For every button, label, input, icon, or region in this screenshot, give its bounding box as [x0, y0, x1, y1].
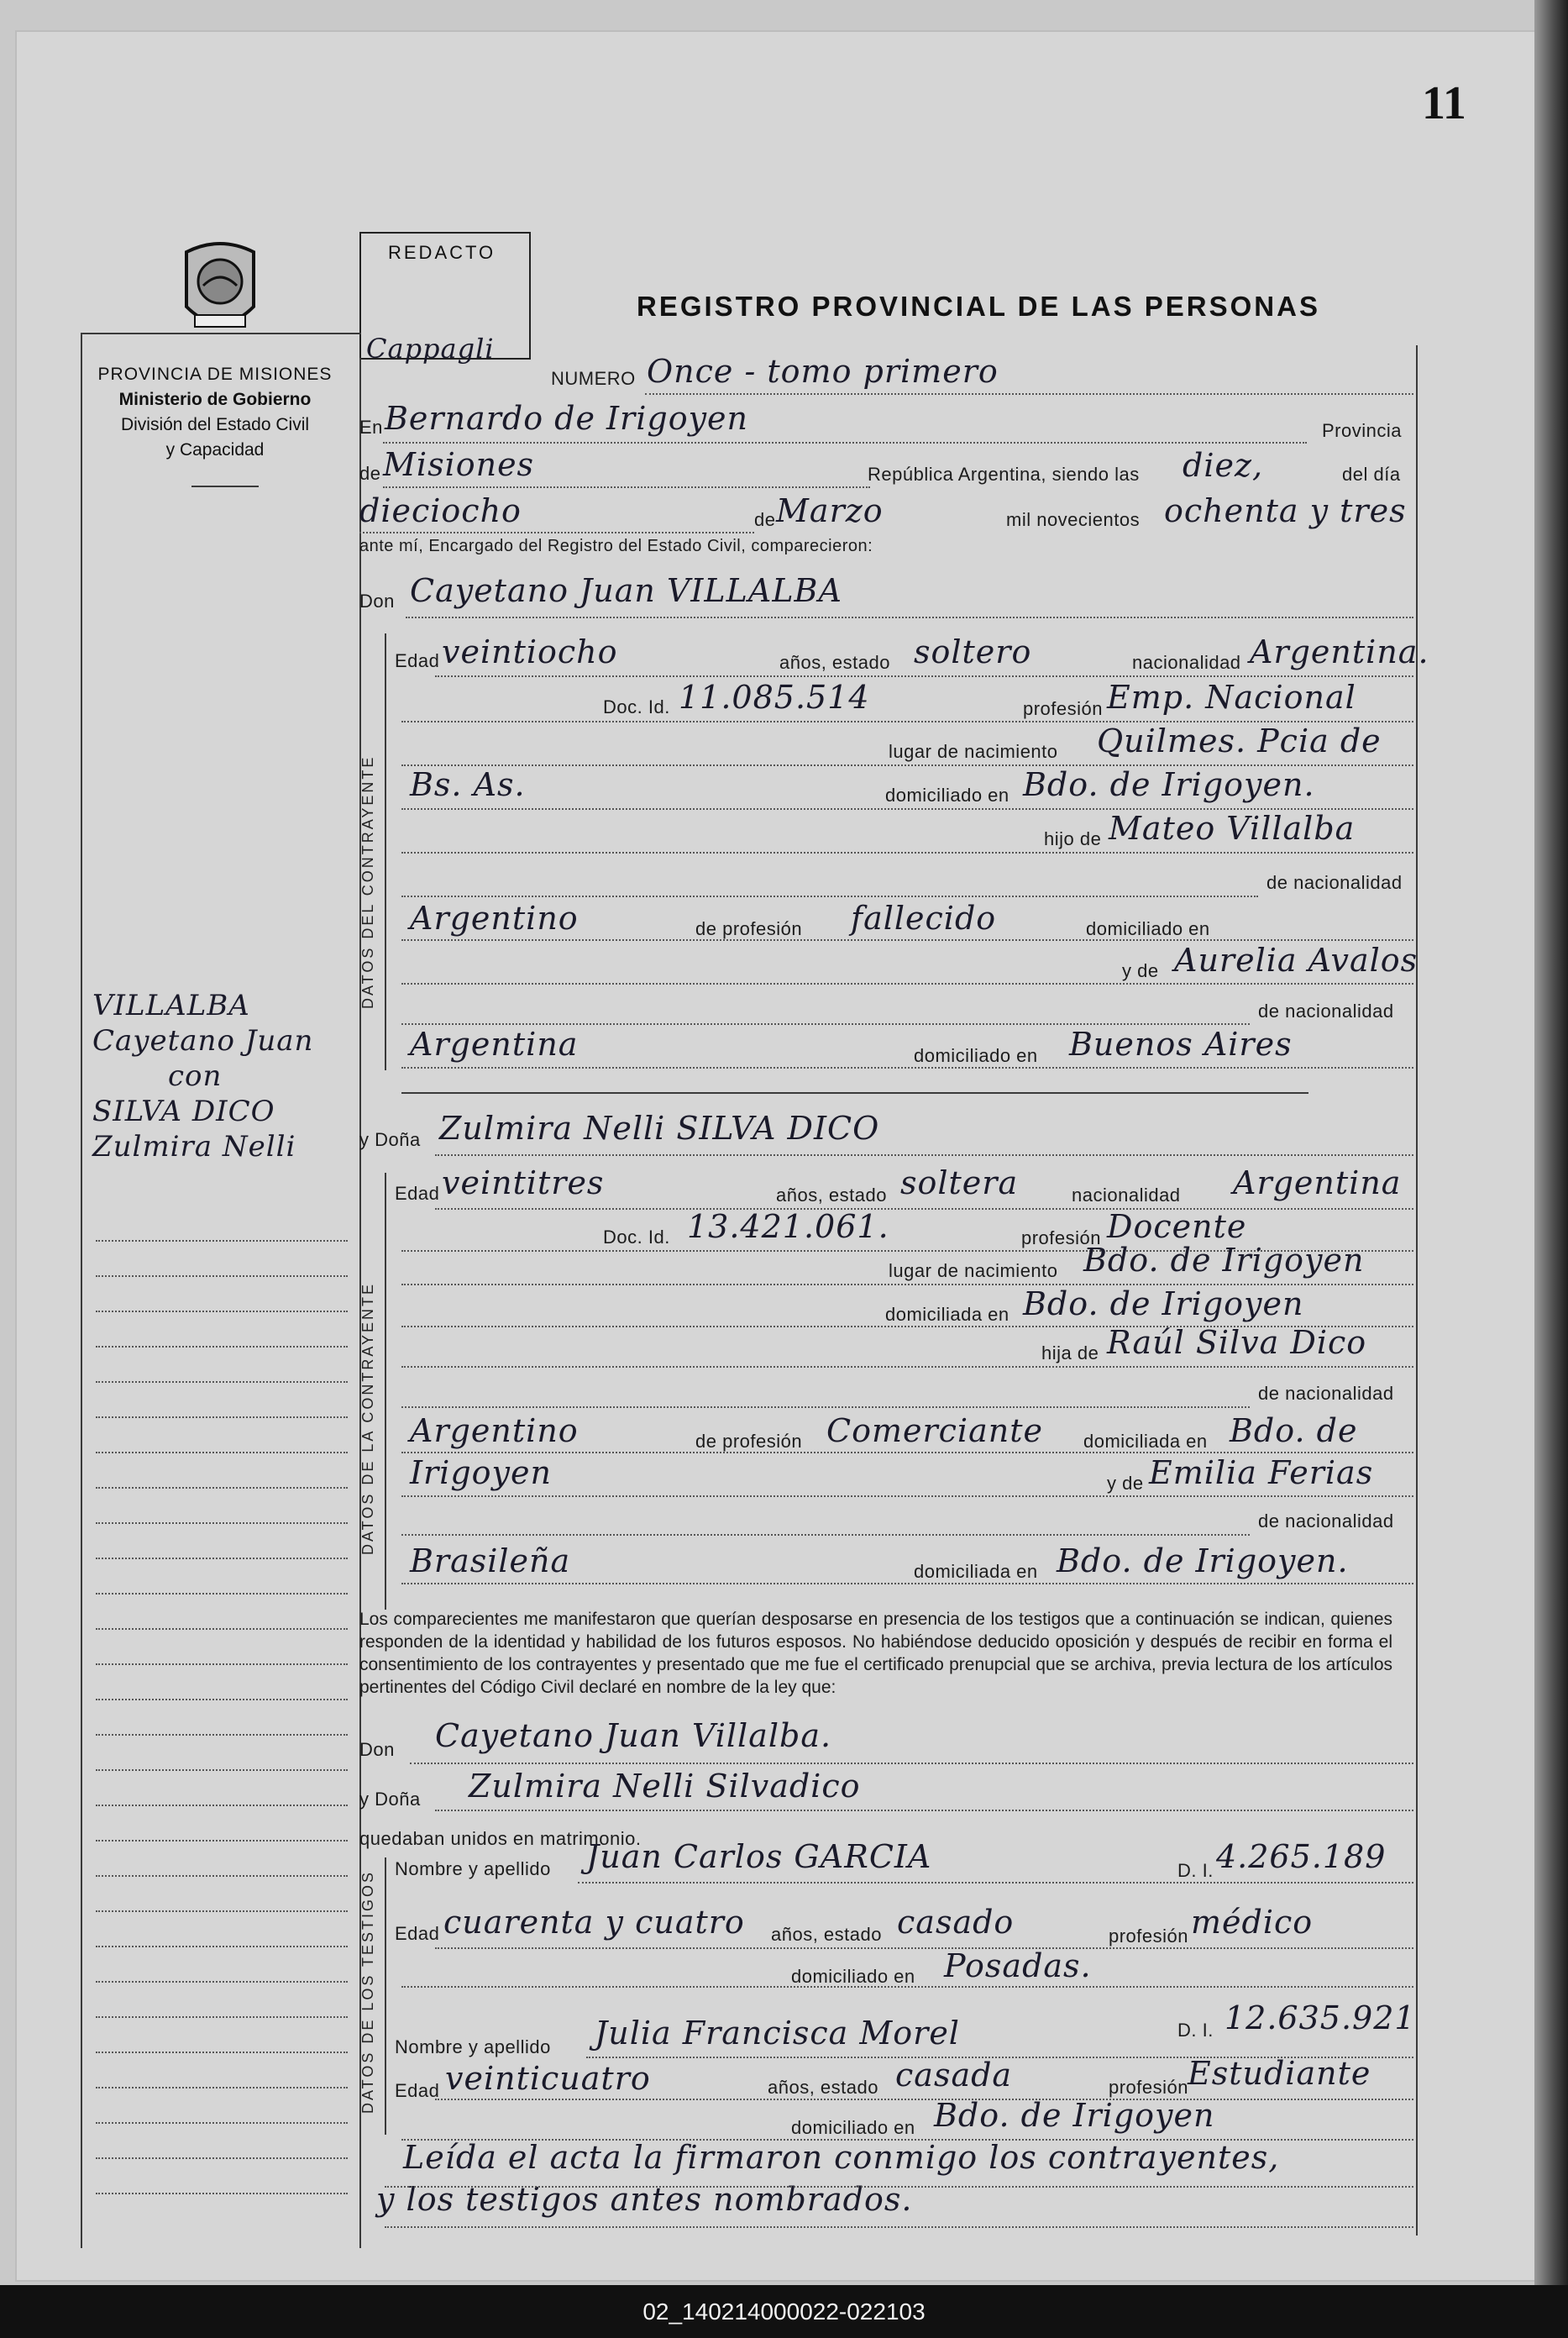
- t2-edad: veinticuatro: [445, 2060, 651, 2097]
- t2-di-label: D. I.: [1177, 2020, 1214, 2041]
- f-profesion-label: profesión: [1021, 1227, 1102, 1248]
- numero-line: [645, 393, 1413, 395]
- mil-label: mil novecientos: [1006, 509, 1141, 530]
- t2-edad-line: [435, 2099, 1413, 2100]
- f-edad-label: Edad: [395, 1183, 440, 1204]
- t1-edad-label: Edad: [395, 1923, 440, 1944]
- t1-domicilio: Posadas.: [944, 1947, 1092, 1984]
- margin-rule-line: [96, 2052, 348, 2053]
- form-right-rule: [1416, 345, 1418, 2236]
- f-profesion: Docente: [1107, 1208, 1247, 1245]
- margin-rule-line: [96, 1663, 348, 1665]
- f-de-nac-label: de nacionalidad: [1258, 1383, 1394, 1404]
- f-madre-nac-line: [401, 1534, 1250, 1536]
- contrayenta-name: Zulmira Nelli SILVA DICO: [439, 1110, 880, 1147]
- c-padre-prof-line: [401, 939, 1413, 941]
- f-madre-line: [401, 1495, 1413, 1497]
- c-edad-line: [435, 675, 1413, 677]
- f-y-de-label: y de: [1107, 1473, 1144, 1494]
- f-edad: veintitres: [442, 1164, 605, 1201]
- closing-line-1: Leída el acta la firmaron conmigo los contrayentes,: [403, 2139, 1280, 2176]
- c-madre-dom-line: [401, 1067, 1413, 1069]
- contrayente-name: Cayetano Juan VILLALBA: [410, 572, 842, 609]
- margin-top-rule: [81, 333, 361, 334]
- margin-note-con: con: [168, 1059, 223, 1093]
- c-padre-nac-line: [401, 896, 1258, 897]
- c-madre-nac-line: [401, 1023, 1250, 1025]
- margin-note-surname: VILLALBA: [92, 989, 250, 1022]
- margin-rule-line: [96, 1452, 348, 1453]
- emblem-seal-icon: [170, 235, 270, 344]
- ante-text: ante mí, Encargado del Registro del Estado Civil, comparecieron:: [359, 537, 873, 555]
- f-padre-prof-line: [401, 1452, 1413, 1453]
- f-lugar-label: lugar de nacimiento: [889, 1260, 1058, 1281]
- margin-rule-line: [96, 1381, 348, 1383]
- office-division: División del Estado Civil: [120, 415, 310, 434]
- f-lugar: Bdo. de Irigoyen: [1083, 1242, 1365, 1279]
- f-edad-line: [435, 1208, 1413, 1210]
- margin-note-surname2: SILVA DICO: [92, 1095, 275, 1128]
- t1-di: 4.265.189: [1216, 1838, 1387, 1875]
- margin-note-names2: Zulmira Nelli: [92, 1130, 296, 1164]
- f-doc-label: Doc. Id.: [603, 1227, 670, 1248]
- margin-rule-line: [96, 2016, 348, 2018]
- c-edad: veintiocho: [442, 633, 618, 670]
- t1-nombre-line: [578, 1882, 1413, 1884]
- c-nacionalidad: Argentina.: [1250, 633, 1429, 670]
- c-padre-line: [401, 852, 1413, 854]
- c-domicilio: Bdo. de Irigoyen.: [1023, 766, 1315, 803]
- c-estado: soltero: [914, 633, 1032, 670]
- margin-note: [92, 988, 313, 1164]
- t2-domicilio: Bdo. de Irigoyen: [934, 2097, 1215, 2134]
- testigos-side-label: DATOS DE LOS TESTIGOS: [359, 1869, 376, 2114]
- office-capacity: y Capacidad: [165, 440, 265, 460]
- decl-dona-name: Zulmira Nelli Silvadico: [469, 1768, 861, 1805]
- del-dia-label: del día: [1342, 464, 1401, 485]
- margin-rule-line: [96, 2157, 348, 2159]
- provincial-emblem: [170, 235, 270, 344]
- margin-rule-line: [96, 1946, 348, 1947]
- f-madre-nac-label: de nacionalidad: [1258, 1511, 1394, 1532]
- c-madre-line: [401, 983, 1413, 985]
- margin-rule-line: [96, 1487, 348, 1489]
- margin-rule-line: [96, 1699, 348, 1700]
- f-madre-nacionalidad: Brasileña: [410, 1542, 571, 1579]
- c-nacionalidad-label: nacionalidad: [1132, 652, 1241, 673]
- page-number: 11: [1422, 77, 1466, 129]
- t1-anios-label: años, estado: [771, 1924, 882, 1945]
- contrayenta-bracket: [385, 1173, 386, 1610]
- dia-line: [359, 532, 754, 533]
- contrayente-name-line: [406, 617, 1413, 618]
- f-estado: soltera: [900, 1164, 1019, 1201]
- c-lugar1: Quilmes. Pcia de: [1097, 722, 1382, 759]
- t1-edad: cuarenta y cuatro: [443, 1904, 745, 1941]
- margin-rule-line: [96, 2193, 348, 2194]
- f-madre: Emilia Ferias: [1149, 1454, 1374, 1491]
- c-end-line: [401, 1092, 1308, 1094]
- c-padre-profesion: fallecido: [851, 900, 997, 937]
- redacto-label: REDACTO: [388, 242, 496, 263]
- c-hijo-label: hijo de: [1044, 828, 1102, 849]
- margin-rule-line: [96, 1558, 348, 1559]
- republica-label: República Argentina, siendo las: [868, 464, 1140, 485]
- hora-value: diez,: [1183, 447, 1264, 484]
- margin-rule-line: [96, 1628, 348, 1630]
- f-nacionalidad-label: nacionalidad: [1072, 1185, 1181, 1206]
- c-lugar2: Bs. As.: [410, 766, 526, 803]
- f-domiciliada-label: domiciliada en: [885, 1304, 1009, 1325]
- f-padre-nac-line: [401, 1406, 1250, 1408]
- numero-label: NUMERO: [551, 368, 636, 389]
- margin-rule-line: [96, 1840, 348, 1842]
- anio-value: ochenta y tres: [1164, 492, 1407, 529]
- c-madre-nac-label: de nacionalidad: [1258, 1001, 1394, 1022]
- t1-edad-line: [435, 1947, 1413, 1949]
- f-padre: Raúl Silva Dico: [1107, 1324, 1367, 1361]
- t2-estado: casada: [895, 2057, 1013, 2094]
- decl-don-label: Don: [359, 1739, 395, 1760]
- f-padre-domicilio1: Bdo. de: [1230, 1412, 1358, 1449]
- t2-edad-label: Edad: [395, 2080, 440, 2101]
- f-padre-domicilio2: Irigoyen: [410, 1454, 552, 1491]
- don-label: Don: [359, 591, 395, 612]
- margin-rule-line: [96, 1416, 348, 1418]
- t1-dom-label: domiciliado en: [791, 1966, 915, 1987]
- c-de-profesion-label: de profesión: [695, 918, 803, 939]
- t1-profesion: médico: [1191, 1904, 1314, 1941]
- t2-nombre: Julia Francisca Morel: [595, 2015, 960, 2052]
- scan-footer-id: 02_140214000022-022103: [0, 2285, 1568, 2338]
- margin-left-rule: [81, 333, 82, 2248]
- book-binding: [1534, 0, 1568, 2285]
- c-de-nac-label: de nacionalidad: [1266, 872, 1403, 893]
- mes-value: Marzo: [776, 492, 884, 529]
- f-padre-nacionalidad: Argentino: [410, 1412, 579, 1449]
- margin-rule-line: [96, 1593, 348, 1595]
- f-anios-label: años, estado: [776, 1185, 887, 1206]
- testigos-bracket: [385, 1857, 386, 2135]
- dona-label: y Doña: [359, 1129, 421, 1150]
- f-padre-dom-label: domiciliada en: [1083, 1431, 1208, 1452]
- document-title: REGISTRO PROVINCIAL DE LAS PERSONAS: [637, 291, 1320, 322]
- margin-rule-line: [96, 2087, 348, 2088]
- t1-dom-line: [401, 1986, 1413, 1988]
- f-domicilio: Bdo. de Irigoyen: [1023, 1285, 1304, 1322]
- de-value: Misiones: [383, 446, 535, 483]
- t1-nombre: Juan Carlos GARCIA: [586, 1838, 932, 1875]
- f-padre-profesion: Comerciante: [826, 1412, 1043, 1449]
- provincia-label: Provincia: [1322, 420, 1402, 441]
- c-padre: Mateo Villalba: [1109, 810, 1356, 847]
- f-hija-label: hija de: [1041, 1342, 1099, 1363]
- declaration-text: Los comparecientes me manifestaron que querían desposarse en presencia de los testigos que a continuación se indican, quienes responden de la identidad y habilidad de los futuros esposos. No habiéndose deducido oposición y después de recibir en forma el consentimiento de los contrayentes y presentado que me fue el certificado prenupcial que se archiva, previa lectura de los artículos pertinentes del Código Civil declaré en nombre de la ley que:: [359, 1610, 1392, 1697]
- margin-rule-line: [96, 1734, 348, 1736]
- c-domiciliado-label: domiciliado en: [885, 785, 1009, 806]
- decl-don-name: Cayetano Juan Villalba.: [435, 1717, 832, 1754]
- t2-profesion-label: profesión: [1109, 2077, 1189, 2098]
- c-padre-dom-label: domiciliado en: [1086, 918, 1210, 939]
- c-doc-label: Doc. Id.: [603, 696, 670, 717]
- c-profesion: Emp. Nacional: [1107, 679, 1356, 716]
- c-madre-nacionalidad: Argentina: [410, 1026, 579, 1063]
- t1-nombre-label: Nombre y apellido: [395, 1858, 551, 1879]
- margin-rule-line: [96, 1275, 348, 1277]
- en-line: [383, 442, 1307, 444]
- c-doc: 11.085.514: [679, 679, 870, 716]
- t2-dom-label: domiciliado en: [791, 2117, 915, 2138]
- t1-estado: casado: [897, 1904, 1015, 1941]
- margin-rule-line: [96, 1311, 348, 1312]
- office-block: [89, 362, 341, 463]
- c-edad-label: Edad: [395, 650, 440, 671]
- f-padre-line: [401, 1366, 1413, 1368]
- f-madre-domicilio: Bdo. de Irigoyen.: [1057, 1542, 1349, 1579]
- en-label: En: [359, 417, 383, 438]
- contrayente-side-label: DATOS DEL CONTRAYENTE: [359, 754, 376, 1009]
- decl-dona-label: y Doña: [359, 1789, 421, 1810]
- t2-anios-label: años, estado: [768, 2077, 878, 2098]
- margin-rule-line: [96, 1769, 348, 1771]
- contrayenta-side-label: DATOS DE LA CONTRAYENTE: [359, 1281, 376, 1555]
- c-profesion-label: profesión: [1023, 698, 1104, 719]
- t1-profesion-label: profesión: [1109, 1926, 1189, 1947]
- t2-profesion: Estudiante: [1188, 2055, 1371, 2092]
- dia-value: dieciocho: [359, 492, 522, 529]
- f-madre-dom-label: domiciliada en: [914, 1561, 1038, 1582]
- de-label: de: [359, 463, 381, 484]
- c-madre-domicilio: Buenos Aires: [1069, 1026, 1293, 1063]
- t2-di: 12.635.921: [1225, 1999, 1416, 2036]
- margin-rule-line: [96, 1522, 348, 1524]
- closing-line-2: y los testigos antes nombrados.: [376, 2181, 913, 2218]
- margin-rule-line: [96, 1910, 348, 1912]
- decl-dona-line: [435, 1810, 1413, 1811]
- t2-nombre-label: Nombre y apellido: [395, 2036, 551, 2057]
- margin-note-names: Cayetano Juan: [92, 1024, 314, 1058]
- en-value: Bernardo de Irigoyen: [385, 400, 749, 437]
- margin-rule-line: [96, 1240, 348, 1242]
- mes-label: de: [754, 509, 776, 530]
- closing-line-rule-2: [385, 2226, 1413, 2228]
- f-de-profesion-label: de profesión: [695, 1431, 803, 1452]
- margin-rule-line: [96, 1346, 348, 1348]
- margin-rule-line: [96, 1875, 348, 1877]
- office-province: PROVINCIA DE MISIONES: [97, 365, 333, 384]
- margin-rule-line: [96, 1805, 348, 1806]
- margin-rule-line: [96, 2122, 348, 2124]
- f-doc: 13.421.061.: [687, 1208, 889, 1245]
- c-anios-label: años, estado: [779, 652, 890, 673]
- decl-don-line: [410, 1763, 1413, 1764]
- office-ministry: Ministerio de Gobierno: [118, 390, 312, 409]
- redacto-name: Cappagli: [366, 333, 495, 365]
- c-padre-nacionalidad: Argentino: [410, 900, 579, 937]
- contrayente-bracket: [385, 633, 386, 1070]
- closing-line-rule-1: [385, 2186, 1413, 2188]
- margin-rule-line: [96, 1981, 348, 1983]
- f-madre-dom-line: [401, 1583, 1413, 1584]
- numero-value: Once - tomo primero: [647, 353, 999, 390]
- contrayenta-name-line: [435, 1154, 1413, 1156]
- quedaban-text: quedaban unidos en matrimonio.: [359, 1828, 642, 1849]
- de-line: [383, 486, 870, 488]
- c-madre-dom-label: domiciliado en: [914, 1045, 1038, 1066]
- f-nacionalidad: Argentina: [1233, 1164, 1402, 1201]
- t1-di-label: D. I.: [1177, 1860, 1214, 1881]
- c-madre: Aurelia Avalos: [1174, 942, 1419, 979]
- c-lugar-label: lugar de nacimiento: [889, 741, 1058, 762]
- paper-sheet: [15, 30, 1545, 2282]
- office-divider: [191, 486, 259, 487]
- c-y-de-label: y de: [1122, 960, 1159, 981]
